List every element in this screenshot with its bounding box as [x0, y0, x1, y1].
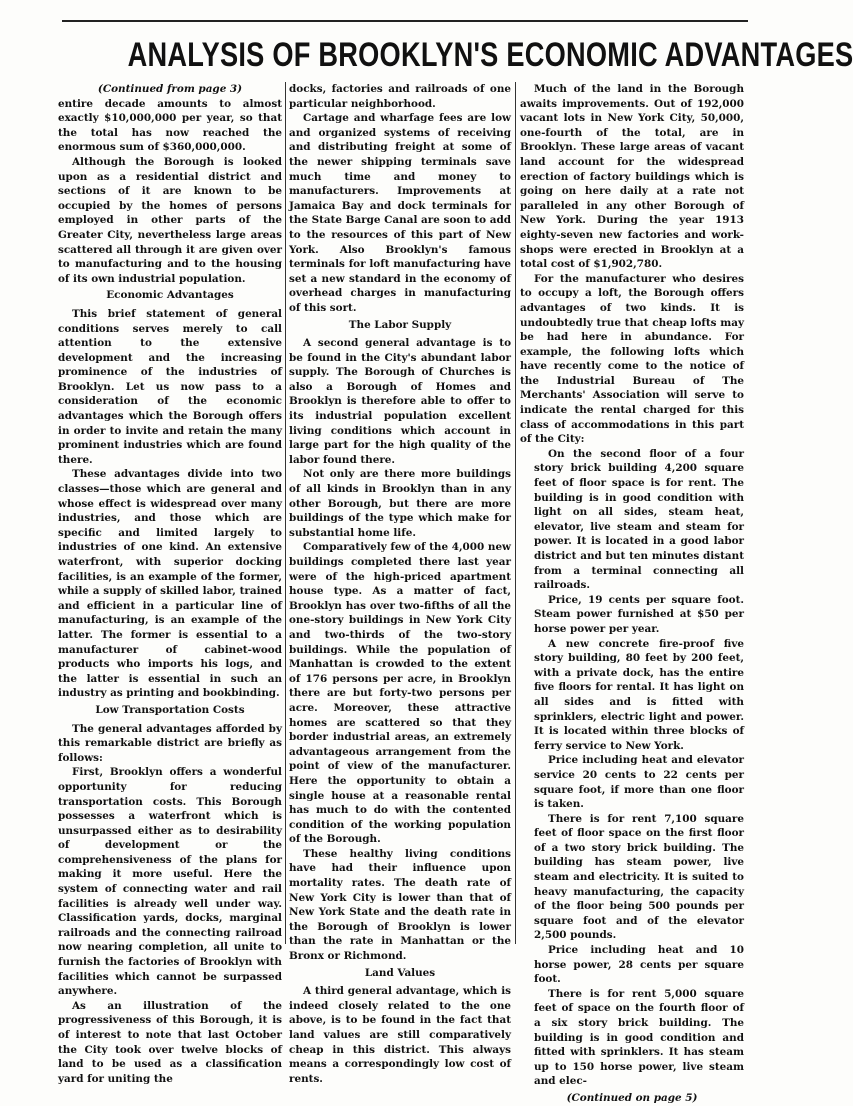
column-2 — [289, 82, 511, 1085]
paragraph: Comparatively few of the 4,000 new buildings completed there last year were of the high-priced apartment house type. As a matter of fact, Brooklyn has over two-fifths of all the one-story buildings in New York City and two-thirds of the two-story buildings. While the population of Manhattan is crowded to the extent of 176 persons per acre, in Brooklyn there are but forty-two persons per acre. Moreover, these attractive homes are scattered so that they border industrial areas, an extremely advantageous arrangement from the point of view of the manufacturer. Here the opportunity to obtain a single house at a reasonable rental has much to do with the contented condition of the working population of the Borough. — [289, 541, 511, 846]
paragraph: entire decade amounts to almost exactly $10,000,000 per year, so that the total has now reached the enormous sum of $360,000,000. — [58, 97, 282, 154]
loft-listings — [520, 447, 744, 1089]
paragraph: A third general advantage, which is indeed closely related to the one above, is to be found in the fact that land values are still comparatively cheap in this district. This always means a correspondingly low cost of rents. — [289, 985, 511, 1085]
loft-listing: There is for rent 7,100 square feet of floor space on the first floor of a two story brick building. The building has steam power, live steam and electricity. It is suited to heavy manufacturing, the capacity of the floor being 500 pounds per square foot and of the elevator 2,500 pounds. — [534, 812, 744, 942]
loft-listing: Price including heat and elevator service 20 cents to 22 cents per square foot, if more than one floor is taken. — [534, 754, 744, 811]
paragraph: These healthy living conditions have had their influence upon mortality rates. The death rate of New York City is lower than that of New York State and the death rate in the Borough of Brooklyn is lower than the rate in Manhattan or the Bronx or Richmond. — [289, 847, 511, 963]
paragraph: Not only are there more buildings of all kinds in Brooklyn than in any other Borough, but there are more buildings of the type which make for substantial home life. — [289, 468, 511, 539]
loft-listing: On the second floor of a four story brick building 4,200 square feet of floor space is for rent. The building is in good condition with light on all sides, steam heat, elevator, live steam and steam for power. It is located in a good labor district and but ten minutes distant from a terminal connecting all railroads. — [534, 447, 744, 592]
loft-listing: Price, 19 cents per square foot. Steam power furnished at $50 per horse power per year. — [534, 593, 744, 635]
headline: ANALYSIS OF BROOKLYN'S ECONOMIC ADVANTAGES — [127, 36, 853, 74]
column-3 — [520, 82, 744, 1104]
column-divider — [515, 82, 516, 944]
subheading-low-transportation-costs: Low Transportation Costs — [95, 703, 245, 716]
column-1 — [58, 82, 282, 1085]
paragraph: Although the Borough is looked upon as a residential district and sections of it are known to be occupied by the homes of persons employed in other parts of the Greater City, nevertheless large areas scattered all through it are given over to manufacturing and to the housing of its own industrial population. — [58, 155, 282, 285]
paragraph: docks, factories and railroads of one particular neighborhood. — [289, 83, 511, 110]
subheading-labor-supply: The Labor Supply — [348, 318, 452, 331]
continued-on-note: (Continued on page 5) — [566, 1091, 698, 1104]
paragraph: A second general advantage is to be found in the City's abundant labor supply. The Borough of Churches is also a Borough of Homes and Brooklyn is therefore able to offer to its industrial population excellent living conditions which account in large part for the high quality of the labor found there. — [289, 337, 511, 466]
paragraph: The general advantages afforded by this remarkable district are briefly as follows: — [58, 722, 282, 764]
paragraph: This brief statement of general conditions serves merely to call attention to the extensive development and the increasing prominence of the industries of Brooklyn. Let us now pass to a consideration of the economic advantages which the Borough offers in order to invite and retain the many prominent industries which are found there. — [58, 307, 282, 466]
paragraph: These advantages divide into two classes—those which are general and whose effect is widespread over many industries, and those which are specific and limited largely to industries of one kind. An extensive waterfront, with superior docking facilities, is an example of the former, while a supply of skilled labor, trained and efficient in a particular line of manufacturing, is an example of the latter. The former is essential to a manufacturer of cabinet-wood products who imports his logs, and the latter is essential in such an industry as printing and bookbinding. — [58, 468, 282, 700]
paragraph: As an illustration of the progressiveness of this Borough, it is of interest to note that last October the City took over twelve blocks of land to be used as a classification yard for uniting the — [58, 999, 282, 1085]
paragraph: First, Brooklyn offers a wonderful opportunity for reducing transportation costs. This Borough possesses a waterfront which is unsurpassed either as to desirability of development or the comprehensiveness of the plans for making it more useful. Here the system of connecting water and rail facilities is already well under way. Classification yards, docks, marginal railroads and the connecting railroad now nearing completion, all unite to furnish the factories of Brooklyn with facilities which cannot be surpassed anywhere. — [58, 766, 282, 998]
subheading-land-values: Land Values — [364, 966, 436, 979]
top-rule — [62, 20, 748, 22]
continued-from-note: (Continued from page 3) — [97, 83, 243, 95]
subheading-economic-advantages: Economic Advantages — [106, 289, 234, 302]
loft-listing: A new concrete fire-proof five story building, 80 feet by 200 feet, with a private dock, has the entire five floors for rental. It has light on all sides and is fitted with sprinklers, electric light and power. It is located within three blocks of ferry service to New York. — [534, 637, 744, 752]
column-divider — [285, 82, 286, 944]
paragraph: Much of the land in the Borough awaits improvements. Out of 192,000 vacant lots in New York City, 50,000, one-fourth of the total, are in Brooklyn. These large areas of vacant land account for the widespread erection of factory buildings which is going on here daily at a rate not paralleled in any other Borough of New York. During the year 1913 eighty-seven new factories and work-shops were erected in Brooklyn at a total cost of $1,902,780. — [520, 83, 744, 271]
paragraph: Cartage and wharfage fees are low and organized systems of receiving and distributing freight at some of the newer shipping terminals save much time and money to manufacturers. Improvements at Jamaica Bay and dock terminals for the State Barge Canal are soon to add to the resources of this part of New York. Also Brooklyn's famous terminals for loft manufacturing have set a new standard in the economy of overhead charges in manufacturing of this sort. — [289, 112, 511, 314]
loft-listing: Price including heat and 10 horse power, 28 cents per square foot. — [534, 944, 744, 986]
paragraph: For the manufacturer who desires to occupy a loft, the Borough offers advantages of two kinds. It is undoubtedly true that cheap lofts may be had here in abundance. For example, the following lofts which have recently come to the notice of the Industrial Bureau of The Merchants' Association will serve to indicate the rental charged for this class of accommodations in this part of the City: — [520, 272, 744, 446]
loft-listing: There is for rent 5,000 square feet of space on the fourth floor of a six story brick building. The building is in good condition and fitted with sprinklers. It has steam up to 150 horse power, live steam and elec- — [534, 987, 744, 1088]
